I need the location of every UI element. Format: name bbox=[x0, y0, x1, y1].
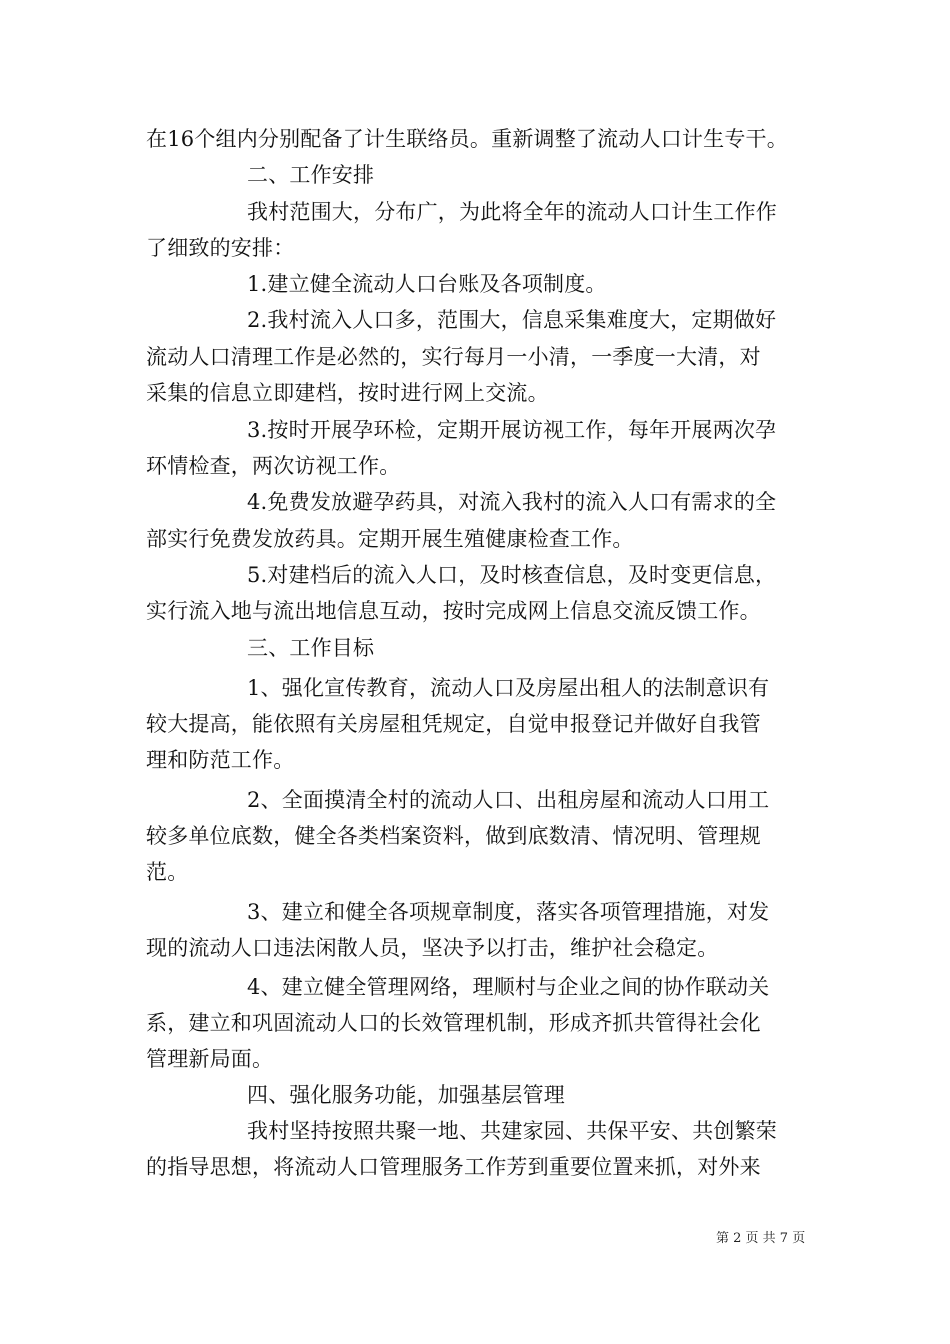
text-line: 的指导思想，将流动人口管理服务工作芳到重要位置来抓，对外来 bbox=[146, 1155, 761, 1179]
text-line: 环情检查，两次访视工作。 bbox=[146, 454, 401, 478]
text-line: 较大提高，能依照有关房屋租凭规定，自觉申报登记并做好自我管 bbox=[146, 712, 761, 736]
list-item: 3.按时开展孕环检，定期开展访视工作，每年开展两次孕 bbox=[247, 418, 777, 442]
list-item: 2.我村流入人口多，范围大，信息采集难度大，定期做好 bbox=[247, 308, 777, 332]
list-item: 4、建立健全管理网络，理顺村与企业之间的协作联动关 bbox=[247, 975, 770, 999]
text-line: 采集的信息立即建档，按时进行网上交流。 bbox=[146, 381, 549, 405]
text-line: 管理新局面。 bbox=[146, 1047, 274, 1071]
list-item: 2、全面摸清全村的流动人口、出租房屋和流动人口用工 bbox=[247, 788, 770, 812]
text-line: 实行流入地与流出地信息互动，按时完成网上信息交流反馈工作。 bbox=[146, 599, 761, 623]
list-item: 1.建立健全流动人口台账及各项制度。 bbox=[247, 272, 607, 296]
text-line: 系，建立和巩固流动人口的长效管理机制，形成齐抓共管得社会化 bbox=[146, 1011, 761, 1035]
page-number: 第 2 页 共 7 页 bbox=[716, 1231, 806, 1246]
text-line: 我村坚持按照共聚一地、共建家园、共保平安、共创繁荣 bbox=[247, 1119, 777, 1143]
list-item: 5.对建档后的流入人口，及时核查信息，及时变更信息， bbox=[247, 563, 777, 587]
section-heading: 四、强化服务功能，加强基层管理 bbox=[247, 1083, 565, 1107]
text-line: 在16个组内分别配备了计生联络员。重新调整了流动人口计生专干。 bbox=[146, 127, 788, 151]
list-item: 1、强化宣传教育，流动人口及房屋出租人的法制意识有 bbox=[247, 676, 770, 700]
list-item: 3、建立和健全各项规章制度，落实各项管理措施，对发 bbox=[247, 900, 770, 924]
text-line: 部实行免费发放药具。定期开展生殖健康检查工作。 bbox=[146, 527, 634, 551]
section-heading: 三、工作目标 bbox=[247, 636, 375, 660]
text-line: 理和防范工作。 bbox=[146, 748, 295, 772]
text-line: 现的流动人口违法闲散人员，坚决予以打击，维护社会稳定。 bbox=[146, 936, 719, 960]
text-line: 我村范围大，分布广，为此将全年的流动人口计生工作作 bbox=[247, 200, 777, 224]
section-heading: 二、工作安排 bbox=[247, 163, 375, 187]
text-line: 流动人口清理工作是必然的，实行每月一小清，一季度一大清，对 bbox=[146, 345, 761, 369]
text-line: 了细致的安排： bbox=[146, 236, 295, 260]
text-line: 范。 bbox=[146, 860, 189, 884]
list-item: 4.免费发放避孕药具，对流入我村的流入人口有需求的全 bbox=[247, 490, 777, 514]
text-line: 较多单位底数，健全各类档案资料，做到底数清、情况明、管理规 bbox=[146, 824, 761, 848]
